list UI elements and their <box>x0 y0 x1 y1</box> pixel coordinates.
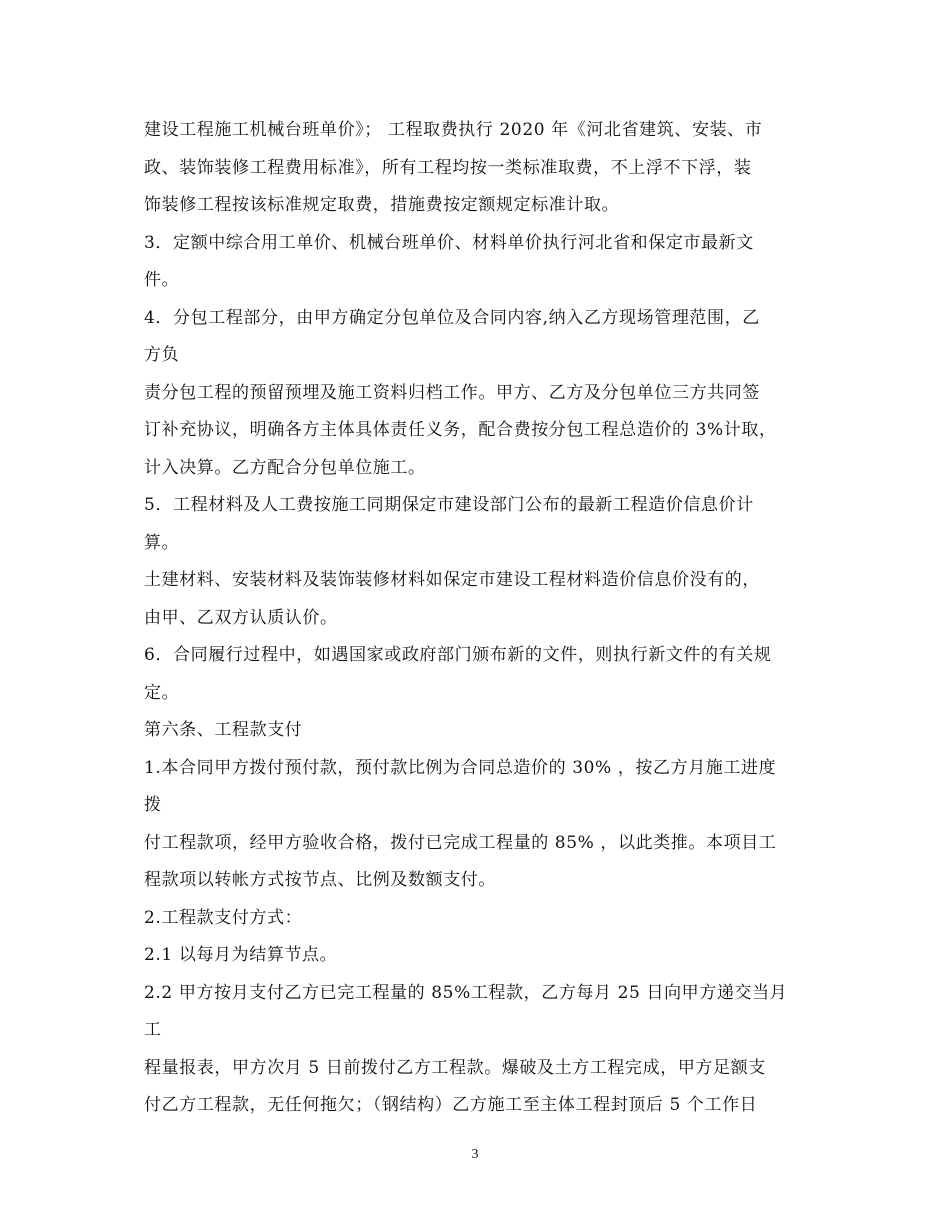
text-line: 算。 <box>144 532 180 553</box>
text-line: 定。 <box>144 682 180 703</box>
text-line: 订补充协议，明确各方主体具体责任义务，配合费按分包工程总造价的 3%计取， <box>144 420 777 440</box>
text-line: 3．定额中综合用工单价、机械台班单价、材料单价执行河北省和保定市最新文 <box>144 232 754 253</box>
page-number: 3 <box>471 1147 479 1162</box>
text-line: 拨 <box>144 795 162 815</box>
text-line: 程款项以转帐方式按节点、比例及数额支付。 <box>144 870 496 890</box>
text-line: 由甲、乙双方认质认价。 <box>144 607 338 628</box>
text-line: 程量报表，甲方次月 5 日前拨付乙方工程款。爆破及土方工程完成，甲方足额支 <box>144 1057 766 1078</box>
text-line: 2.1 以每月为结算节点。 <box>144 945 338 965</box>
text-line: 饰装修工程按该标准规定取费，措施费按定额规定标准计取。 <box>144 195 620 215</box>
text-line: 付乙方工程款，无任何拖欠；（钢结构）乙方施工至主体工程封顶后 5 个工作日 <box>144 1095 758 1115</box>
text-line: 5．工程材料及人工费按施工同期保定市建设部门公布的最新工程造价信息价计 <box>144 495 754 515</box>
text-line: 件。 <box>144 270 180 290</box>
text-line: 2.工程款支付方式： <box>144 907 303 928</box>
section-heading: 第六条、工程款支付 <box>144 720 303 740</box>
text-line: 责分包工程的预留预埋及施工资料归档工作。甲方、乙方及分包单位三方共同签 <box>144 382 760 403</box>
text-line: 4．分包工程部分，由甲方确定分包单位及合同内容,纳入乙方现场管理范围，乙 <box>144 307 760 328</box>
text-line: 建设工程施工机械台班单价》； 工程取费执行 2020 年《河北省建筑、安装、市 <box>144 120 763 140</box>
text-line: 1.本合同甲方拨付预付款，预付款比例为合同总造价的 30% ，按乙方月施工进度 <box>144 757 777 778</box>
text-line: 政、装饰装修工程费用标准》，所有工程均按一类标准取费，不上浮不下浮，装 <box>144 157 752 178</box>
text-line: 6．合同履行过程中，如遇国家或政府部门颁布新的文件，则执行新文件的有关规 <box>144 645 772 665</box>
text-line: 付工程款项，经甲方验收合格，拨付已完成工程量的 85% ，以此类推。本项目工 <box>144 832 777 853</box>
text-line: 方负 <box>144 345 180 365</box>
text-line: 工 <box>144 1020 162 1040</box>
text-line: 2.2 甲方按月支付乙方已完工程量的 85%工程款，乙方每月 25 日向甲方递交当月 <box>144 982 788 1003</box>
text-line: 计入决算。乙方配合分包单位施工。 <box>144 457 426 478</box>
text-line: 土建材料、安装材料及装饰装修材料如保定市建设工程材料造价信息价没有的， <box>144 570 760 590</box>
body-text <box>144 112 824 1125</box>
